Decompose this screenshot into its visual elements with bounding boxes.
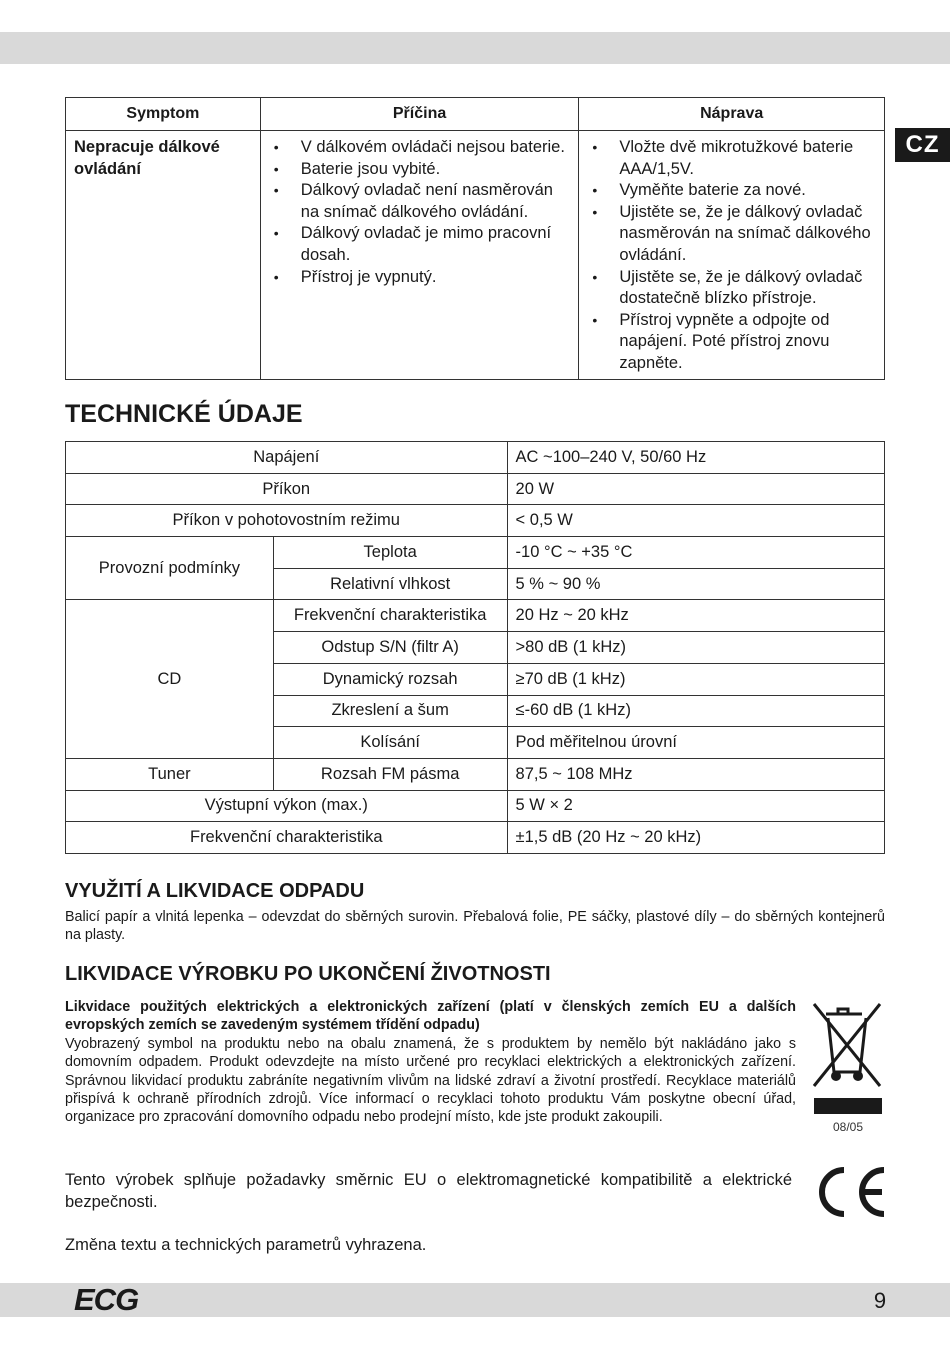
spec-value: ±1,5 dB (20 Hz ~ 20 kHz)	[507, 822, 884, 854]
remedy-cell	[579, 131, 885, 380]
list-item: • Baterie jsou vybité.	[301, 159, 571, 181]
spec-group-label: CD	[66, 600, 274, 758]
table-row	[66, 473, 885, 505]
table-row	[66, 505, 885, 537]
list-item: • Dálkový ovladač je mimo pracovní dosah.	[301, 223, 571, 266]
list-item: • Ujistěte se, že je dálkový ovladač dostatečně blízko přístroje.	[619, 267, 876, 310]
symptom-cell: Nepracuje dálkové ovládání	[66, 131, 261, 380]
table-row	[66, 537, 885, 569]
header-symptom: Symptom	[66, 98, 261, 131]
spec-value: 5 % ~ 90 %	[507, 568, 884, 600]
ce-mark-icon	[812, 1164, 888, 1220]
change-note: Změna textu a technických parametrů vyhrazena.	[65, 1236, 427, 1254]
spec-label: Příkon v pohotovostním režimu	[66, 505, 508, 537]
header-remedy: Náprava	[579, 98, 885, 131]
compliance-text: Tento výrobek splňuje požadavky směrnic EU o elektromagnetické kompatibilitě a elektrické bezpečnosti.	[65, 1171, 792, 1211]
spec-value: 20 Hz ~ 20 kHz	[507, 600, 884, 632]
table-header-row	[66, 98, 885, 131]
page-number: 9	[873, 1288, 887, 1313]
spec-label: Výstupní výkon (max.)	[66, 790, 508, 822]
language-tab: CZ	[895, 128, 950, 162]
header-cause: Příčina	[260, 98, 579, 131]
table-row	[66, 758, 885, 790]
spec-value: 5 W × 2	[507, 790, 884, 822]
spec-label: Zkreslení a šum	[273, 695, 507, 727]
spec-group-label: Provozní podmínky	[66, 537, 274, 600]
eol-text: Vyobrazený symbol na produktu nebo na obalu znamená, že s produktem by nemělo být nakládáno jako s domovním odpadem. Produkt odevzdejte na místo určené pro recyklaci elektrických a elektronických zařízení. Správnou likvidací produktu zabráníte negativním vlivům na lidské zdraví a životní prostředí. Recyklace materiálů přispívá k ochraně přírodních zdrojů. Více informací o recyklaci tohoto produktu Vám poskytne obecní úřad, organizace pro zpracování domovního odpadu nebo prodejní místo, kde jste produkt zakoupili.	[65, 1036, 796, 1126]
weee-bin-icon	[808, 1000, 888, 1118]
spec-label: Rozsah FM pásma	[273, 758, 507, 790]
list-item: • Přístroj vypněte a odpojte od napájení. Poté přístroj znovu zapněte.	[619, 310, 876, 375]
spec-value: ≥70 dB (1 kHz)	[507, 663, 884, 695]
spec-value: AC ~100–240 V, 50/60 Hz	[507, 442, 884, 474]
spec-label: Dynamický rozsah	[273, 663, 507, 695]
table-row	[66, 790, 885, 822]
spec-label: Odstup S/N (filtr A)	[273, 632, 507, 664]
spec-table	[65, 441, 885, 854]
eol-title: LIKVIDACE VÝROBKU PO UKONČENÍ ŽIVOTNOSTI	[65, 963, 551, 985]
spec-value: < 0,5 W	[507, 505, 884, 537]
spec-label: Kolísání	[273, 727, 507, 759]
eol-bold-text: Likvidace použitých elektrických a elektronických zařízení (platí v členských zemích EU a dalších evropských zemích se zavedeným systémem třídění odpadu)	[65, 999, 796, 1034]
list-item: • Ujistěte se, že je dálkový ovladač nasměrován na snímač dálkového ovládání.	[619, 202, 876, 267]
list-item: • Vložte dvě mikrotužkové baterie AAA/1,5V.	[619, 137, 876, 180]
spec-label: Frekvenční charakteristika	[273, 600, 507, 632]
spec-label: Příkon	[66, 473, 508, 505]
spec-label: Relativní vlhkost	[273, 568, 507, 600]
list-item: • Přístroj je vypnutý.	[301, 267, 571, 289]
table-row	[66, 822, 885, 854]
spec-value: 87,5 ~ 108 MHz	[507, 758, 884, 790]
footer-band	[0, 1283, 950, 1317]
weee-date: 08/05	[832, 1120, 864, 1134]
cause-cell	[260, 131, 579, 380]
table-row	[66, 131, 885, 380]
waste-text: Balicí papír a vlnitá lepenka – odevzdat do sběrných surovin. Přebalová folie, PE sáčky, plastové díly – do sběrných kontejnerů na plasty.	[65, 909, 885, 944]
troubleshooting-table	[65, 97, 885, 380]
spec-value: ≤-60 dB (1 kHz)	[507, 695, 884, 727]
list-item: • Dálkový ovladač není nasměrován na snímač dálkového ovládání.	[301, 180, 571, 223]
table-row	[66, 600, 885, 632]
spec-label: Teplota	[273, 537, 507, 569]
tech-title: TECHNICKÉ ÚDAJE	[65, 400, 303, 428]
waste-title: VYUŽITÍ A LIKVIDACE ODPADU	[65, 880, 365, 902]
list-item: • Vyměňte baterie za nové.	[619, 180, 876, 202]
spec-value: >80 dB (1 kHz)	[507, 632, 884, 664]
spec-label: Napájení	[66, 442, 508, 474]
table-row	[66, 442, 885, 474]
spec-label: Frekvenční charakteristika	[66, 822, 508, 854]
list-item: • V dálkovém ovládači nejsou baterie.	[301, 137, 571, 159]
spec-value: -10 °C ~ +35 °C	[507, 537, 884, 569]
brand-logo: ECG	[74, 1282, 139, 1317]
top-band	[0, 32, 950, 64]
spec-group-label: Tuner	[66, 758, 274, 790]
spec-value: 20 W	[507, 473, 884, 505]
spec-value: Pod měřitelnou úrovní	[507, 727, 884, 759]
